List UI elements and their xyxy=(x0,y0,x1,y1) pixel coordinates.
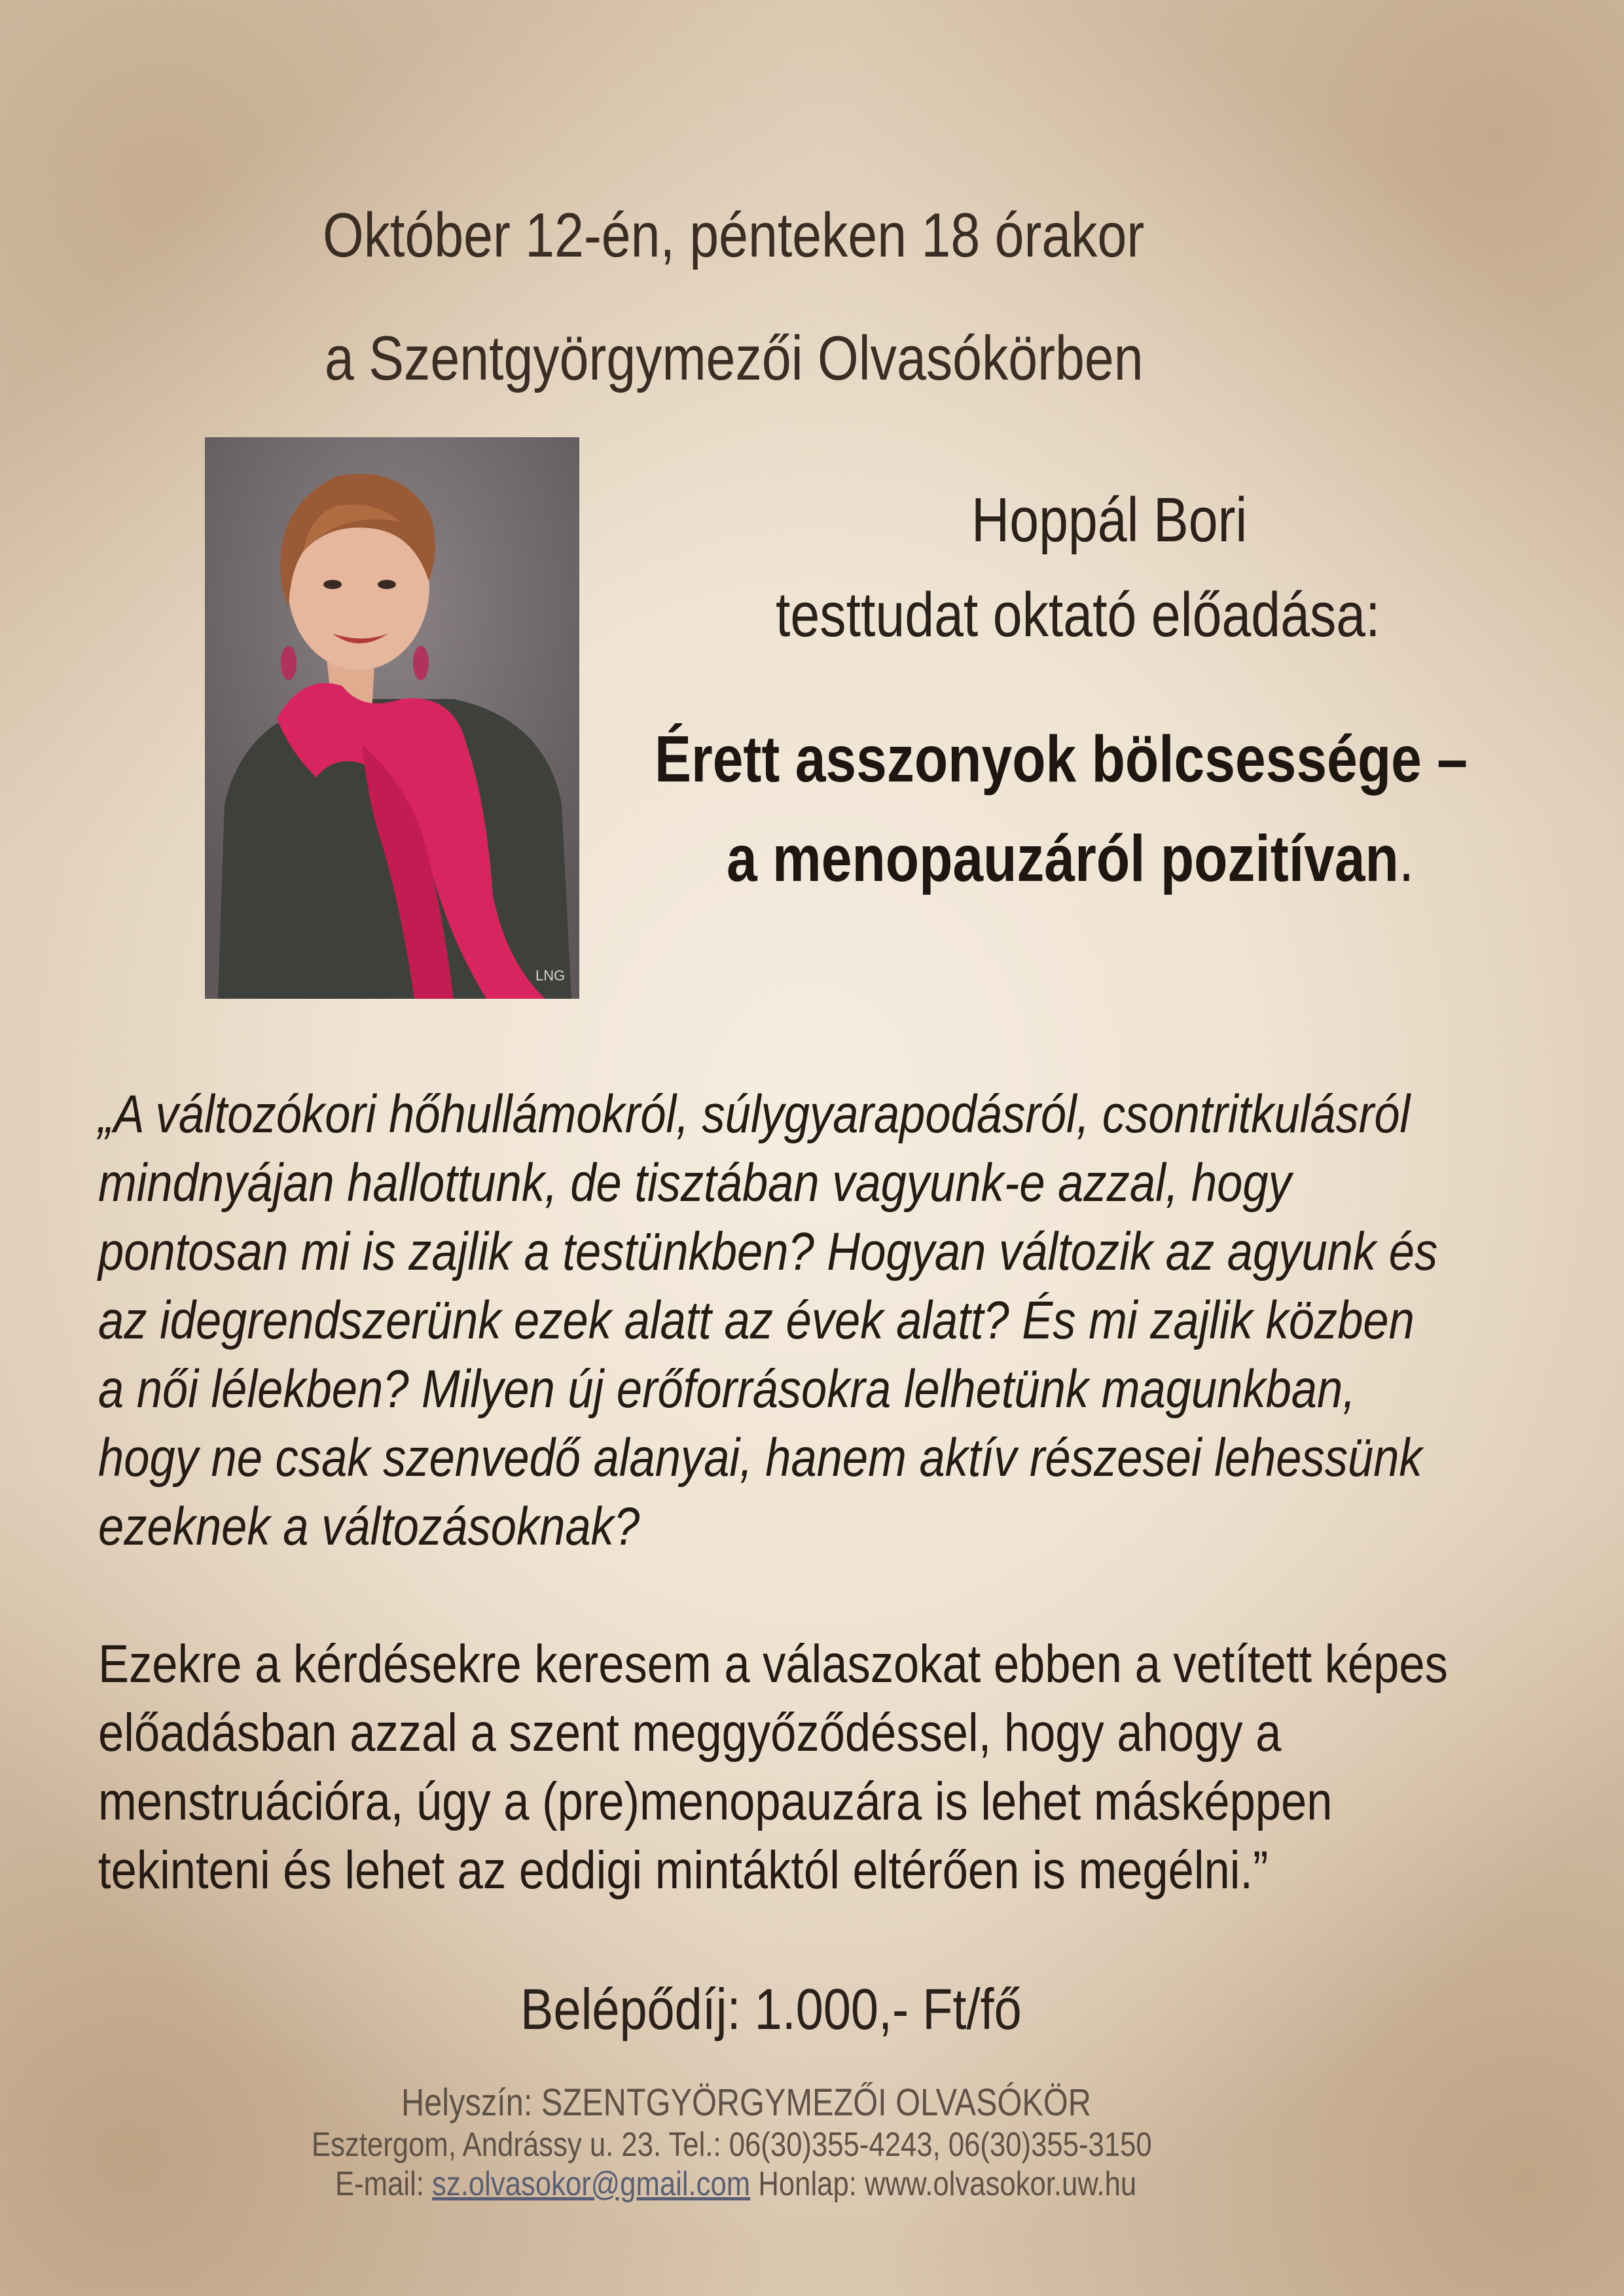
speaker-portrait xyxy=(205,437,579,999)
lecture-title-line2: a menopauzáról pozitívan. xyxy=(726,822,1415,895)
quote-paragraph xyxy=(98,1080,1506,1561)
website-link[interactable]: www.olvasokor.uw.hu xyxy=(864,2165,1137,2203)
quote-line: „A változókori hőhullámokról, súlygyarapodásról, csontritkulásról xyxy=(98,1085,1411,1144)
quote-line: a női lélekben? Milyen új erőforrásokra lelhetünk magunkban, xyxy=(98,1359,1356,1419)
email-label: E-mail: xyxy=(334,2165,424,2203)
answer-line: Ezekre a kérdésekre keresem a válaszokat ebben a vetített képes xyxy=(98,1634,1448,1694)
quote-line: ezeknek a változásoknak? xyxy=(98,1497,640,1556)
quote-line: mindnyájan hallottunk, de tisztában vagyunk-e azzal, hogy xyxy=(98,1153,1291,1213)
quote-line: hogy ne csak szenvedő alanyai, hanem aktív részesei lehessünk xyxy=(98,1428,1422,1488)
footer-contact xyxy=(0,2164,1624,2204)
email-link[interactable]: sz.olvasokor@gmail.com xyxy=(431,2165,750,2203)
quote-line: az idegrendszerünk ezek alatt az évek alatt? És mi zajlik közben xyxy=(98,1291,1415,1350)
answer-line: tekinteni és lehet az eddigi mintáktól eltérően is megélni.” xyxy=(98,1840,1269,1900)
photo-watermark: LNG xyxy=(535,967,566,984)
footer-venue: Helyszín: SZENTGYÖRGYMEZŐI OLVASÓKÖR xyxy=(401,2081,1092,2124)
answer-line: menstruációra, úgy a (pre)menopauzára is lehet másképpen xyxy=(98,1772,1333,1831)
website-label: Honlap: xyxy=(758,2165,857,2203)
event-venue: a Szentgyörgymezői Olvasókörben xyxy=(325,323,1144,393)
footer-address: Esztergom, Andrássy u. 23. Tel.: 06(30)355-4243, 06(30)355-3150 xyxy=(312,2126,1153,2164)
event-date-time: Október 12-én, pénteken 18 órakor xyxy=(323,200,1145,270)
answer-line: előadásban azzal a szent meggyőződéssel, hogy ahogy a xyxy=(98,1703,1282,1763)
speaker-role: testtudat oktató előadása: xyxy=(776,580,1380,650)
speaker-name: Hoppál Bori xyxy=(971,485,1248,555)
lecture-title-line1: Érett asszonyok bölcsessége – xyxy=(655,723,1468,796)
quote-line: pontosan mi is zajlik a testünkben? Hogyan változik az agyunk és xyxy=(98,1222,1438,1282)
entry-fee: Belépődíj: 1.000,- Ft/fő xyxy=(520,1977,1022,2041)
answer-paragraph xyxy=(98,1630,1506,1905)
